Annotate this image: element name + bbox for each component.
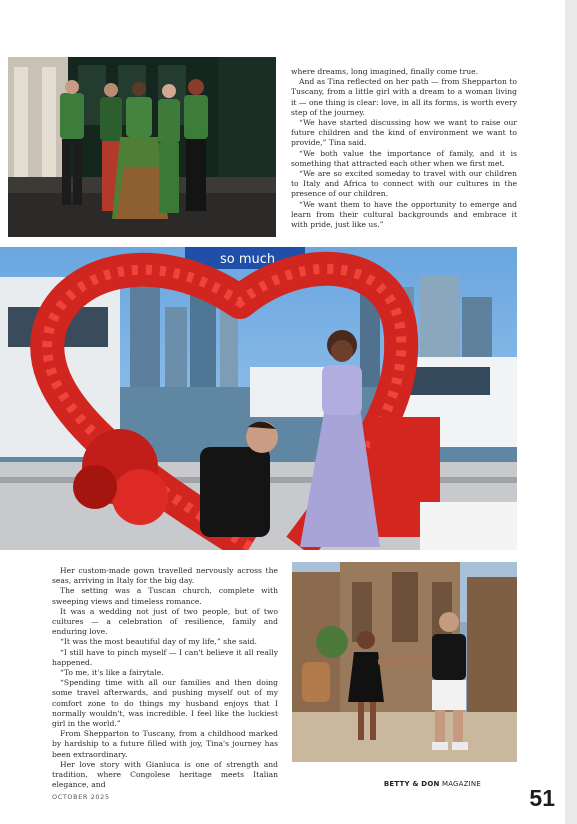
magazine-name-bold: BETTY & DON	[383, 780, 440, 788]
paragraph: “It was the most beautiful day of my life,” she said.	[60, 637, 257, 647]
paragraph: “We both value the importance of family, and it is something that attracted each other when we first met.	[291, 148, 517, 168]
paragraph: “To me, it's like a fairytale.	[60, 668, 164, 678]
paragraph: The setting was a Tuscan church, complete with sweeping views and timeless romance.	[52, 586, 278, 606]
photo-family-group	[8, 57, 276, 237]
banner-text: so much	[220, 252, 276, 267]
article-column-top	[291, 67, 517, 230]
article-column-bottom	[52, 566, 278, 790]
paragraph: Her custom-made gown travelled nervously across the seas, arriving in Italy for the big day.	[52, 566, 278, 586]
paragraph: It was a wedding not just of two people, but of two cultures — a celebration of resilience, family and enduring love.	[52, 606, 278, 637]
magazine-name	[384, 780, 481, 788]
photo-heart-arch-harbour	[0, 247, 517, 550]
paragraph: And as Tina reflected on her path — from Shepparton to Tuscany, from a little girl with a dream to a woman living it — one thing is clear: love, in all its forms, is worth every step of the journey.	[291, 77, 517, 117]
photo-couple-stone-courtyard	[292, 562, 517, 762]
paragraph: Her love story with Gianluca is one of strength and tradition, where Congolese heritage meets Italian elegance, and	[52, 759, 278, 790]
paragraph: “I still have to pinch myself — I can't believe it all really happened.	[52, 647, 278, 667]
paragraph: “Spending time with all our families and then doing some travel afterwards, and pushing myself out of my comfort zone to do things my husband enjoys that I normally wouldn't, was incredible. I feel like the luckiest girl in the world.”	[52, 678, 278, 729]
paragraph: From Shepparton to Tuscany, from a childhood marked by hardship to a future filled with joy, Tina's journey has been extraordinary.	[52, 729, 278, 759]
page-number: 51	[529, 785, 555, 811]
magazine-name-light: MAGAZINE	[439, 780, 481, 788]
issue-date: OCTOBER 2025	[52, 793, 110, 801]
paragraph: “We are so excited someday to travel with our children to Italy and Africa to connect with our cultures in the presence of our children.	[291, 169, 517, 199]
paragraph: “We want them to have the opportunity to emerge and learn from their cultural backgrounds and embrace it with pride, just like us.”	[291, 199, 517, 230]
page-edge	[565, 0, 577, 824]
paragraph: “We have started discussing how we want to raise our future children and the kind of environment we want to provide,” Tina said.	[291, 118, 517, 148]
paragraph: where dreams, long imagined, finally come true.	[291, 67, 479, 76]
